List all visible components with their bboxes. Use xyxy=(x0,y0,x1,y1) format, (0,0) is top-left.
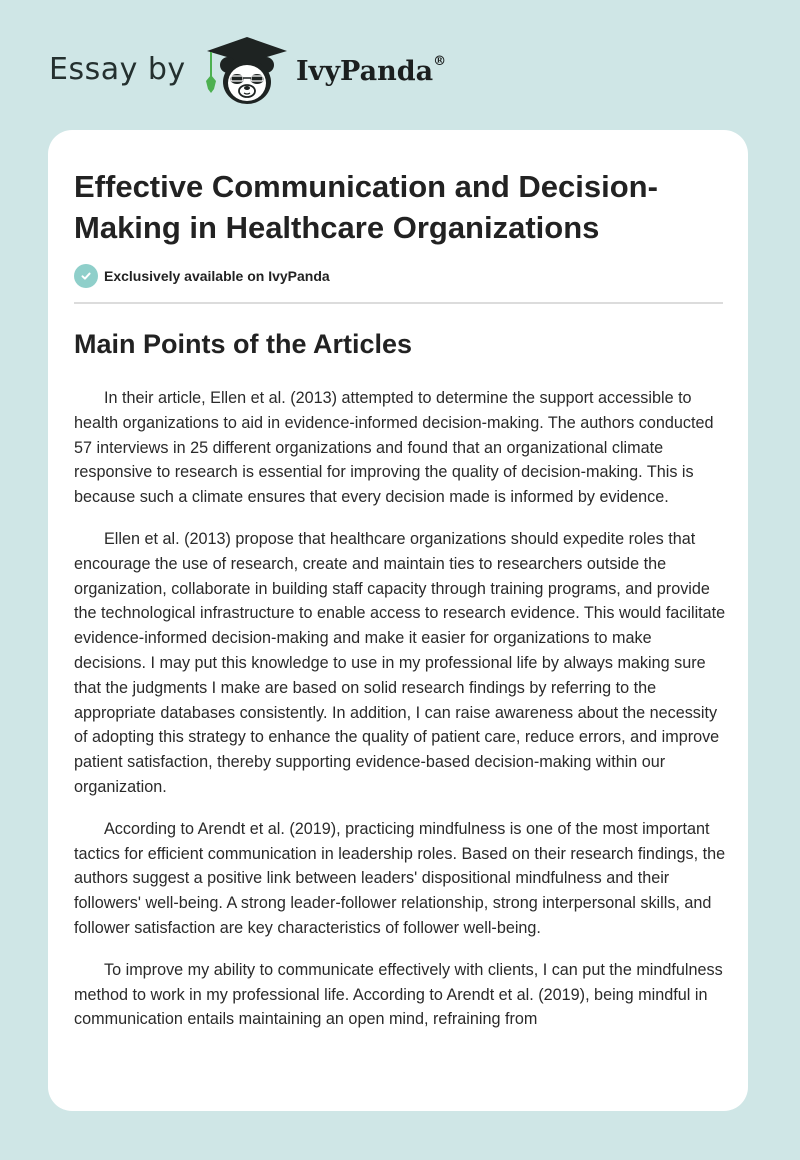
section-title: Main Points of the Articles xyxy=(74,329,413,359)
check-circle-icon xyxy=(74,264,98,288)
article-title: Effective Communication and Decision-Making in Healthcare Organizations xyxy=(74,169,658,245)
registered-mark: ® xyxy=(433,54,447,69)
paragraph: According to Arendt et al. (2019), practicing mindfulness is one of the most important tactics for efficient communication in leadership roles. Based on their research findings, the authors suggest a positive link between leaders' dispositional mindfulness and their followers' well-being. A strong leader-follower relationship, strong interpersonal skills, and follower satisfaction are key characteristics of follower well-being. xyxy=(74,819,726,937)
brand-name[interactable]: IvyPanda® xyxy=(296,54,447,87)
paragraph: In their article, Ellen et al. (2013) attempted to determine the support accessible to health organizations to aid in evidence-informed decision-making. The authors conducted 57 interviews in 25 different organizations and found that an organizational climate responsive to research is essential for improving the quality of decision-making. This is because such a climate ensures that every decision made is informed by evidence. xyxy=(74,389,714,507)
essay-by-label: Essay by xyxy=(49,52,186,87)
paragraph: Ellen et al. (2013) propose that healthcare organizations should expedite roles that encourage the use of research, create and maintain ties to researchers outside the organization, collaborate in building staff capacity through training programs, and provide the technological infrastructure to enable access to research evidence. This would facilitate evidence-informed decision-making and make it easier for organizations to make decisions. I may put this knowledge to use in my professional life by always making sure that the judgments I make are based on solid research findings by referring to the appropriate databases consistently. In addition, I can raise awareness about the necessity of adopting this strategy to enhance the quality of patient care, reduce errors, and improve patient satisfaction, thereby supporting evidence-based decision-making within our organization. xyxy=(74,529,726,796)
site-header xyxy=(0,0,800,130)
article-card xyxy=(48,130,748,1111)
paragraph: To improve my ability to communicate effectively with clients, I can put the mindfulness method to work in my professional life. According to Arendt et al. (2019), being mindful in communication entails maintaining an open mind, refraining from xyxy=(74,960,723,1029)
article-body xyxy=(74,386,728,1049)
exclusive-badge xyxy=(74,264,330,288)
panda-graduate-logo-icon[interactable] xyxy=(203,35,291,107)
title-divider xyxy=(74,302,723,304)
exclusive-badge-text: Exclusively available on IvyPanda xyxy=(104,268,330,284)
